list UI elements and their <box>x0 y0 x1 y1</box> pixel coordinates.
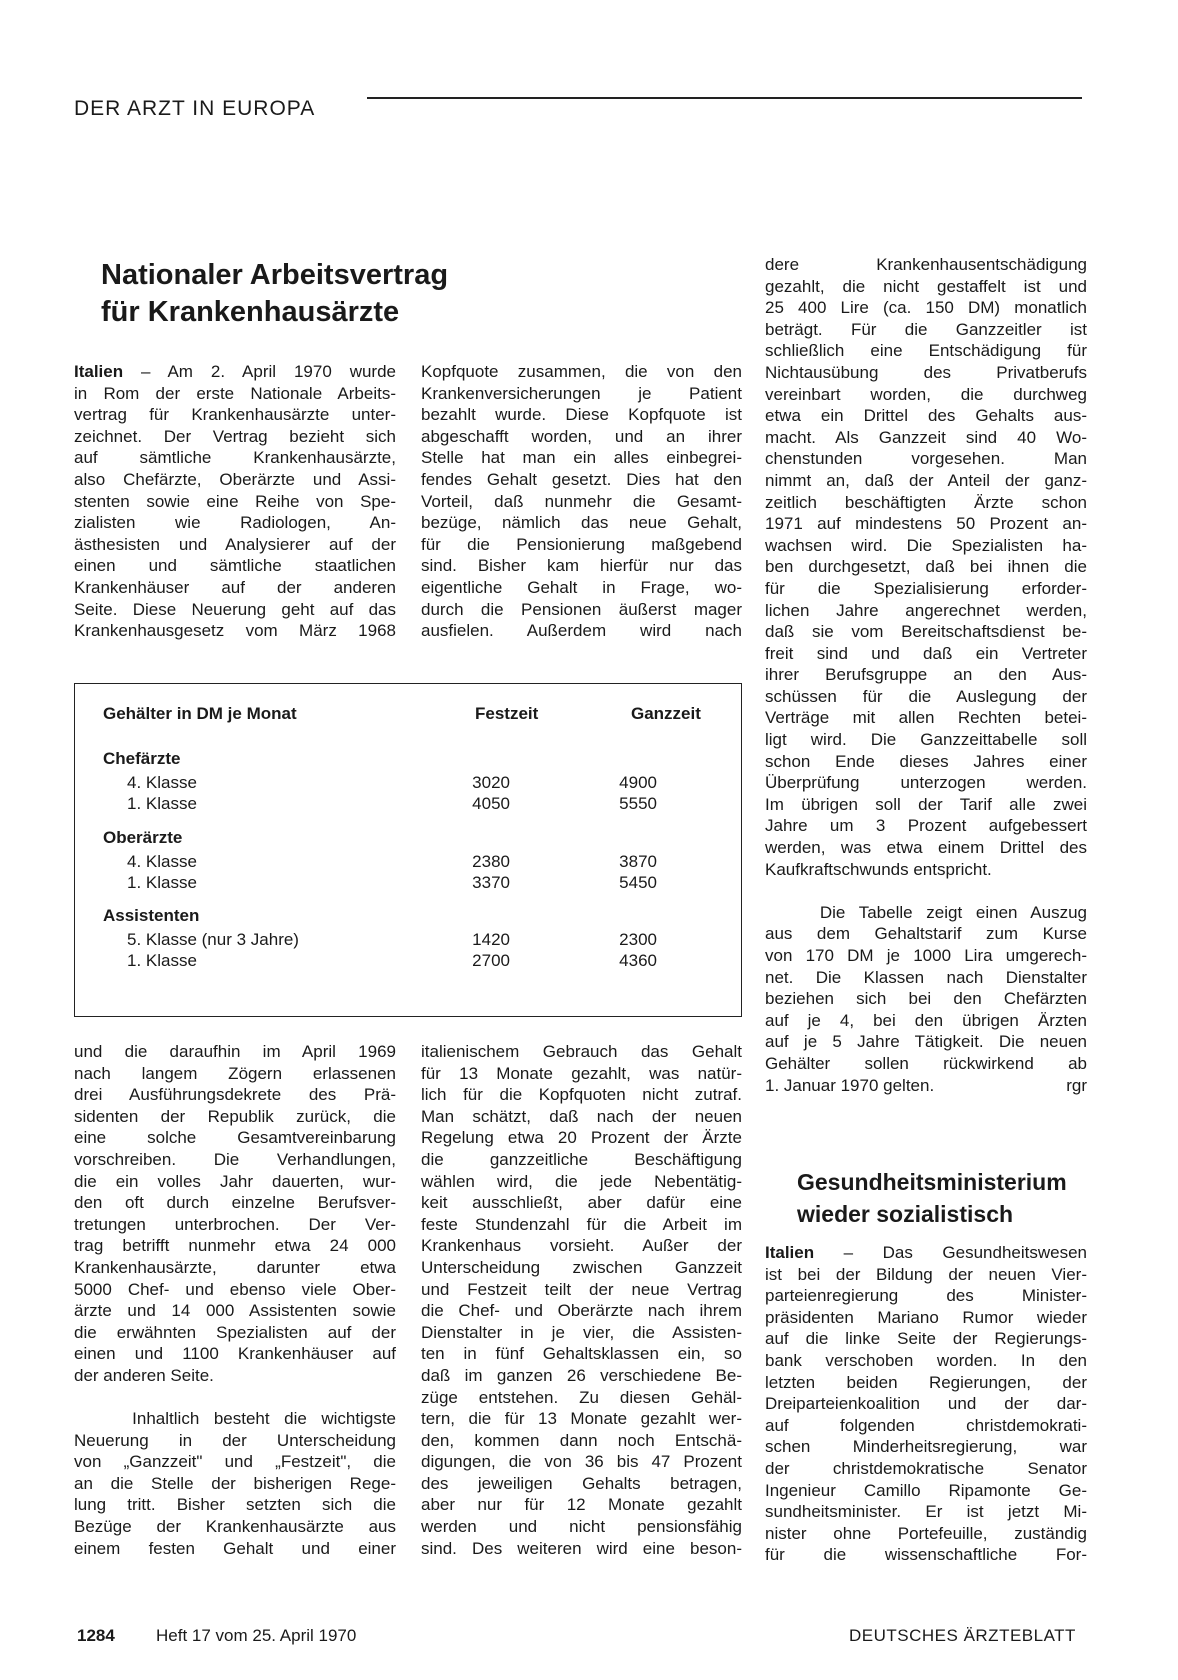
text-line: letzten beiden Regierungen, der <box>765 1372 1087 1392</box>
table-cell-festzeit: 3020 <box>472 773 510 792</box>
table-cell-ganzzeit: 5550 <box>619 794 657 813</box>
text-line: digungen, die von 36 bis 47 Prozent <box>421 1452 742 1472</box>
text-line: trag betrifft nunmehr etwa 24 000 <box>74 1236 396 1256</box>
text-line: tern, die für 13 Monate gezahlt wer- <box>421 1409 742 1429</box>
text-line: Die Tabelle zeigt einen Auszug <box>765 902 1087 922</box>
table-row-label: 4. Klasse <box>127 852 197 871</box>
text-line: lichen Jahre angerechnet werden, <box>765 600 1087 620</box>
table-cell-ganzzeit: 3870 <box>619 852 657 871</box>
article1-column-2-top <box>421 361 742 642</box>
text-line: abgeschafft worden, und an ihrer <box>421 426 742 446</box>
text-line: keit ausschließt, aber dafür eine <box>421 1193 742 1213</box>
text-line: für die Pensionierung maßgebend <box>421 534 742 554</box>
text-line: Bezüge der Krankenhausärzte aus <box>74 1517 396 1537</box>
text-line: nister ohne Portefeuille, zuständig <box>765 1523 1087 1543</box>
section-header: DER ARZT IN EUROPA <box>74 97 316 120</box>
table-cell-festzeit: 2380 <box>472 852 510 871</box>
text-line: drei Ausführungsdekrete des Prä- <box>74 1085 396 1105</box>
text-line: fendes Gehalt gesetzt. Dies hat den <box>421 469 742 489</box>
article-title <box>101 257 448 331</box>
table-group-name: Chefärzte <box>103 749 181 768</box>
text-line: sundheitsminister. Er ist jetzt Mi- <box>765 1502 1087 1522</box>
text-line: Neuerung in der Unterscheidung <box>74 1430 396 1450</box>
text-line: der christdemokratische Senator <box>765 1458 1087 1478</box>
text-line: Nichtausübung des Privatberufs <box>765 362 1087 382</box>
text-line: schen Minderheitsregierung, war <box>765 1437 1087 1457</box>
text-line: Vorteil, daß nunmehr die Gesamt- <box>421 491 742 511</box>
article2-title <box>797 1166 1067 1230</box>
text-line: Krankenhausgesetz vom März 1968 <box>74 621 396 641</box>
salary-table <box>74 683 742 1017</box>
text-line: Seite. Diese Neuerung geht auf das <box>74 599 396 619</box>
lead-word: Italien <box>765 1243 815 1262</box>
header-rule <box>367 97 1082 99</box>
text-line: freit sind und daß ein Vertreter <box>765 643 1087 663</box>
text-line: Ingenieur Camillo Ripamonte Ge- <box>765 1480 1087 1500</box>
text-line: die ganzzeitliche Beschäftigung <box>421 1149 742 1169</box>
text-line: bank verschoben worden. In den <box>765 1350 1087 1370</box>
text-line: aber nur für 12 Monate gezahlt <box>421 1495 742 1515</box>
text-line: für 13 Monate gezahlt, was natür- <box>421 1063 742 1083</box>
text-line: einen und sämtliche staatlichen <box>74 556 396 576</box>
text-line: Stelle hat man ein alles einbegrei- <box>421 448 742 468</box>
text-line: wählen wird, die jede Nebentätig- <box>421 1171 742 1191</box>
text-line: auf folgenden christdemokrati- <box>765 1415 1087 1435</box>
text-line: für die wissenschaftliche For- <box>765 1545 1087 1565</box>
text-line: daß sie vom Bereitschaftsdienst be- <box>765 622 1087 642</box>
text-line: ben durchgesetzt, daß bei ihnen die <box>765 557 1087 577</box>
table-group-name: Oberärzte <box>103 828 183 847</box>
text-line: Man schätzt, daß nach der neuen <box>421 1106 742 1126</box>
text-line: Krankenversicherungen je Patient <box>421 383 742 403</box>
text-line: etwa ein Drittel des Gehalts aus- <box>765 406 1087 426</box>
table-row-label: 1. Klasse <box>127 873 197 892</box>
text-line: also Chefärzte, Oberärzte und Assi- <box>74 469 396 489</box>
text-line: Jahre um 3 Prozent aufgebessert <box>765 816 1087 836</box>
text-line: Italien – Am 2. April 1970 wurde <box>74 362 396 381</box>
article1-column-1-bottom <box>74 1041 396 1559</box>
text-line: beträgt. Für die Ganzzeitler ist <box>765 319 1087 339</box>
text-line: durch die Pensionen äußerst mager <box>421 599 742 619</box>
text-line: Regelung etwa 20 Prozent der Ärzte <box>421 1128 742 1148</box>
text-line: stenten sowie eine Reihe von Spe- <box>74 491 396 511</box>
text-line: ärzte und 14 000 Assistenten sowie <box>74 1301 396 1321</box>
text-line: von 170 DM je 1000 Lira umgerech- <box>765 946 1087 965</box>
table-row-label: 1. Klasse <box>127 951 197 970</box>
text-line: tretungen unterbrochen. Der Ver- <box>74 1214 396 1234</box>
text-line: auf je 5 Jahre Tätigkeit. Die neuen <box>765 1032 1087 1052</box>
text-line: die erwähnten Spezialisten auf der <box>74 1322 396 1342</box>
text-line: bezüge, nämlich das neue Gehalt, <box>421 513 742 533</box>
paragraph-gap <box>765 880 1087 902</box>
text-line: 5000 Chef- und ebenso viele Ober- <box>74 1279 396 1299</box>
table-header-category: Gehälter in DM je Monat <box>103 704 297 723</box>
text-line: auf sämtliche Krankenhausärzte, <box>74 448 396 468</box>
text-line: und die daraufhin im April 1969 <box>74 1042 396 1061</box>
text-line: ist bei der Bildung der neuen Vier- <box>765 1264 1087 1284</box>
text-line: den, kommen dann noch Entschä- <box>421 1430 742 1450</box>
text-line: ausfielen. Außerdem wird nach <box>421 621 742 641</box>
text-line: Kopfquote zusammen, die von den <box>421 362 742 381</box>
text-line: eine solche Gesamtvereinbarung <box>74 1128 396 1148</box>
table-cell-ganzzeit: 2300 <box>619 930 657 949</box>
text-line: vorschreiben. Die Verhandlungen, <box>74 1149 396 1169</box>
table-cell-ganzzeit: 4900 <box>619 773 657 792</box>
text-line: zialisten wie Radiologen, An- <box>74 513 396 533</box>
text-line: Kaufkraftschwunds entspricht. <box>765 859 992 879</box>
article2-body <box>765 1242 1087 1566</box>
text-line: Inhaltlich besteht die wichtigste <box>74 1409 396 1429</box>
article2-title-line: Gesundheitsministerium <box>797 1169 1067 1195</box>
text-line: vereinbart worden, die durchweg <box>765 384 1087 404</box>
text-line: nimmt an, daß der Anteil der ganz- <box>765 470 1087 490</box>
text-line: züge entstehen. Zu diesen Gehäl- <box>421 1387 742 1407</box>
text-line: für die Spezialisierung erforder- <box>765 578 1087 598</box>
text-line: Gehälter sollen rückwirkend ab <box>765 1053 1087 1073</box>
text-line: Krankenhäuser auf der anderen <box>74 577 396 597</box>
text-line: bezahlt wurde. Diese Kopfquote ist <box>421 405 742 425</box>
article2-title-line: wieder sozialistisch <box>797 1201 1014 1227</box>
text-line: sind. Des weiteren wird eine beson- <box>421 1538 742 1558</box>
text-line: ligt wird. Die Ganzzeittabelle soll <box>765 730 1087 750</box>
article1-column-2-bottom <box>421 1041 742 1559</box>
text-line: schüssen für die Auslegung der <box>765 686 1087 706</box>
text-line: dere Krankenhausentschädigung <box>765 255 1087 274</box>
journal-name: DEUTSCHES ÄRZTEBLATT <box>849 1626 1076 1645</box>
text-line: werden und nicht pensionsfähig <box>421 1517 742 1537</box>
article-title-line: für Krankenhausärzte <box>101 296 400 328</box>
text-line: gezahlt, die nicht gestaffelt ist und <box>765 276 1087 296</box>
text-line: sind. Bisher kam hierfür nur das <box>421 556 742 576</box>
lead-word: Italien <box>74 362 124 381</box>
text-line: Dreiparteienkoalition und der dar- <box>765 1394 1087 1414</box>
text-line: daß im ganzen 26 verschiedene Be- <box>421 1365 742 1385</box>
text-line: werden, was etwa einem Drittel des <box>765 838 1087 858</box>
text-line: lich für die Kopfquoten nicht zutraf. <box>421 1085 742 1105</box>
text-line: die Chef- und Oberärzte nach ihrem <box>421 1301 742 1321</box>
text-line: 1971 auf mindestens 50 Prozent an- <box>765 514 1087 534</box>
text-line: an die Stelle der bisherigen Rege- <box>74 1473 396 1493</box>
text-line: und Festzeit teilt der neue Vertrag <box>421 1279 742 1299</box>
text-line: zeitlich beschäftigten Ärzte schon <box>765 492 1087 512</box>
text-line: wachsen wird. Die Spezialisten ha- <box>765 535 1087 555</box>
text-line: Unterscheidung zwischen Ganzzeit <box>421 1257 742 1277</box>
text-line: net. Die Klassen nach Dienstalter <box>765 967 1087 987</box>
text-line: Italien – Das Gesundheitswesen <box>765 1243 1087 1262</box>
paragraph-gap <box>74 1387 396 1409</box>
table-header-festzeit: Festzeit <box>475 704 539 723</box>
text-line: 1. Januar 1970 gelten. <box>765 1075 935 1095</box>
text-line: Im übrigen soll der Tarif alle zwei <box>765 794 1087 814</box>
table-cell-festzeit: 3370 <box>472 873 510 892</box>
article-title-line: Nationaler Arbeitsvertrag <box>101 259 449 291</box>
table-cell-festzeit: 1420 <box>472 930 510 949</box>
text-line: von „Ganzzeit" und „Festzeit", die <box>74 1452 396 1472</box>
text-line: in Rom der erste Nationale Arbeits- <box>74 383 396 403</box>
text-line: die ein volles Jahr dauerten, wur- <box>74 1171 396 1191</box>
article1-column-3 <box>765 254 1087 1096</box>
text-line: Krankenhausärzte, darunter etwa <box>74 1257 396 1277</box>
text-line: eigentliche Gehalt in Frage, wo- <box>421 577 742 597</box>
page-number: 1284 <box>77 1626 115 1645</box>
text-line: einem festen Gehalt und einer <box>74 1538 396 1558</box>
text-line: 25 400 Lire (ca. 150 DM) monatlich <box>765 298 1087 318</box>
text-line: des jeweiligen Gehalts betragen, <box>421 1473 742 1493</box>
text-line: macht. Als Ganzzeit sind 40 Wo- <box>765 427 1087 447</box>
text-line: schon Ende dieses Jahres einer <box>765 751 1087 771</box>
text-line: nach langem Zögern erlassenen <box>74 1063 396 1083</box>
author-signature: rgr <box>1066 1076 1087 1095</box>
text-line: sidenten der Republik zurück, die <box>74 1106 396 1126</box>
text-line: präsidenten Mariano Rumor wieder <box>765 1307 1087 1327</box>
text-line: ihrer Berufsgruppe an den Aus- <box>765 665 1087 685</box>
text-line: vertrag für Krankenhausärzte unter- <box>74 405 396 425</box>
table-cell-ganzzeit: 4360 <box>619 951 657 970</box>
table-row-label: 4. Klasse <box>127 773 197 792</box>
table-header-ganzzeit: Ganzzeit <box>631 704 701 723</box>
text-line: zeichnet. Der Vertrag bezieht sich <box>74 426 396 446</box>
table-row-label: 5. Klasse (nur 3 Jahre) <box>127 930 299 949</box>
article1-column-1-top <box>74 361 396 642</box>
text-line: schließlich eine Entschädigung für <box>765 341 1087 361</box>
text-line: der anderen Seite. <box>74 1365 214 1385</box>
text-line: aus dem Gehaltstarif zum Kurse <box>765 924 1087 944</box>
text-line: chenstunden vorgesehen. Man <box>765 449 1087 469</box>
table-group-name: Assistenten <box>103 906 200 925</box>
table-row-label: 1. Klasse <box>127 794 197 813</box>
text-line: beziehen sich bei den Chefärzten <box>765 989 1087 1009</box>
issue-info: Heft 17 vom 25. April 1970 <box>156 1626 357 1645</box>
text-line: Überprüfung unterzogen werden. <box>765 773 1087 793</box>
text-line: auf je 4, bei den übrigen Ärzten <box>765 1010 1087 1030</box>
text-line: lung tritt. Bisher setzten sich die <box>74 1495 396 1515</box>
text-line: Krankenhaus vorsieht. Außer der <box>421 1236 742 1256</box>
text-line: parteienregierung des Minister- <box>765 1286 1087 1306</box>
text-line: einen und 1100 Krankenhäuser auf <box>74 1344 396 1364</box>
text-line: Verträge mit allen Rechten betei- <box>765 708 1087 728</box>
table-cell-festzeit: 2700 <box>472 951 510 970</box>
text-line: auf die linke Seite der Regierungs- <box>765 1329 1087 1349</box>
table-cell-ganzzeit: 5450 <box>619 873 657 892</box>
text-line: feste Stundenzahl für die Arbeit im <box>421 1214 742 1234</box>
text-line: ten in fünf Gehaltsklassen ein, so <box>421 1344 742 1364</box>
text-line: Dienstalter in je vier, die Assisten- <box>421 1322 742 1342</box>
table-cell-festzeit: 4050 <box>472 794 510 813</box>
text-line: ästhesisten und Analysierer auf der <box>74 534 396 554</box>
text-line: den oft durch einzelne Berufsver- <box>74 1193 396 1213</box>
text-line: italienischem Gebrauch das Gehalt <box>421 1042 742 1061</box>
